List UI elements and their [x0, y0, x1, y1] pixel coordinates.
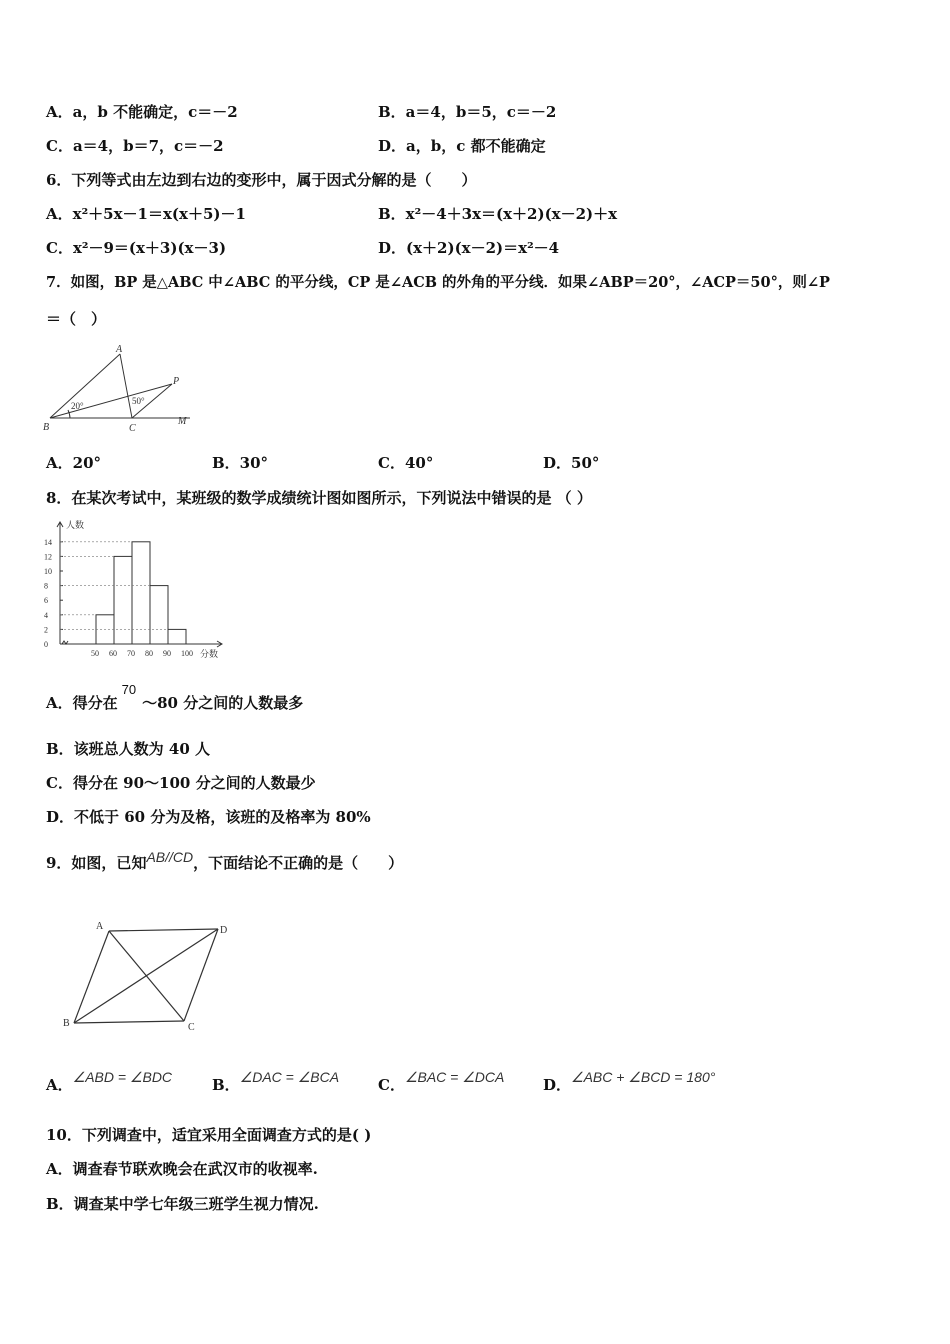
q10-stem: 10．下列调查中，适宜采用全面调查方式的是( ) [46, 1126, 372, 1144]
x-tick-label: 90 [163, 649, 171, 658]
q8-option-d: D．不低于 60 分为及格，该班的及格率为 80% [46, 808, 371, 826]
q8-option-a-suffix: ～80 分之间的人数最多 [142, 694, 304, 712]
q10-option-a: A．调查春节联欢晚会在武汉市的收视率. [46, 1160, 318, 1178]
q5-option-d: D．a，b，c 都不能确定 [378, 137, 546, 155]
line-ad [109, 929, 218, 931]
x-tick-label: 60 [109, 649, 117, 658]
line-bc [74, 1021, 184, 1023]
q7-stem-line1: 7．如图，BP 是△ABC 中∠ABC 的平分线，CP 是∠ACB 的外角的平分线．如果∠ABP＝20°，∠ACP＝50°，则∠P [46, 274, 830, 291]
q9-option-b-label: B． [212, 1076, 240, 1094]
label-c: C [129, 423, 136, 434]
q10-option-b: B．调查某中学七年级三班学生视力情况. [46, 1195, 319, 1213]
y-tick-label: 10 [44, 567, 52, 576]
q9-option-a [46, 1069, 173, 1095]
q6-option-d: D．(x＋2)(x－2)＝x²－4 [378, 239, 560, 257]
q5-option-c: C．a＝4，b＝7，c＝－2 [46, 137, 224, 155]
q8-histogram [40, 516, 240, 662]
q7-stem-line2: ＝（ ） [46, 310, 107, 328]
q9-stem-prefix: 9．如图，已知 [46, 854, 147, 872]
q8-option-a [46, 682, 304, 714]
q5-option-b: B．a＝4，b＝5，c＝－2 [378, 103, 557, 121]
label-m: M [178, 416, 187, 427]
q8-stem: 8．在某次考试中，某班级的数学成绩统计图如图所示，下列说法中错误的是 （ ） [46, 489, 592, 507]
angle-arc-b [68, 410, 70, 418]
q9-option-d-math: ∠ABC + ∠BCD = 180° [571, 1069, 716, 1085]
q9-stem-suffix: ，下面结论不正确的是（ ） [193, 854, 404, 872]
q9-option-b-math: ∠DAC = ∠BCA [239, 1069, 340, 1085]
angle-label-20: 20° [71, 401, 84, 411]
q7-triangle-figure [40, 342, 200, 437]
y-tick-label: 2 [44, 625, 48, 635]
q7-option-b: B．30° [212, 454, 269, 472]
y-tick-label: 6 [44, 596, 48, 606]
q6-option-c: C．x²－9＝(x＋3)(x－3) [46, 239, 227, 257]
line-bd [74, 929, 218, 1023]
label-b: B [43, 422, 50, 433]
x-axis-label: 分数 [200, 649, 219, 659]
label-d: D [220, 925, 228, 936]
q9-option-a-math: ∠ABD = ∠BDC [72, 1069, 173, 1085]
q8-option-c: C．得分在 90～100 分之间的人数最少 [46, 774, 316, 792]
y-tick-label: 8 [44, 581, 48, 591]
label-b: B [63, 1018, 70, 1029]
label-a: A [116, 344, 123, 355]
q8-option-a-sup: 70 [121, 682, 137, 697]
x-tick-label: 50 [91, 649, 99, 658]
histogram-bar [150, 586, 168, 644]
q8-option-b: B．该班总人数为 40 人 [46, 740, 210, 758]
line-dc [184, 929, 218, 1021]
q9-option-c [378, 1069, 505, 1095]
q8-option-a-prefix: A．得分在 [46, 694, 118, 712]
histogram-bar [132, 542, 150, 644]
y-tick-label: 14 [44, 537, 52, 547]
y-tick-label: 4 [44, 610, 48, 620]
q5-option-a: A．a，b 不能确定，c＝－2 [46, 103, 238, 121]
q6-stem: 6．下列等式由左边到右边的变形中，属于因式分解的是（ ） [46, 171, 477, 189]
q9-parallelogram-figure [58, 915, 238, 1035]
line-ab [74, 931, 109, 1023]
q9-stem-math: AB//CD [146, 849, 194, 865]
line-ac [120, 354, 132, 418]
label-c: C [188, 1022, 195, 1033]
q9-option-a-label: A． [46, 1076, 73, 1094]
q7-option-d: D．50° [543, 454, 600, 472]
y-tick-label: 12 [44, 552, 52, 562]
x-tick-label: 70 [127, 649, 135, 658]
q9-stem [46, 849, 404, 873]
label-p: P [173, 376, 180, 387]
q9-option-d [543, 1069, 716, 1095]
y-axis-label: 人数 [66, 520, 85, 530]
q9-option-c-label: C． [378, 1076, 405, 1094]
label-a: A [96, 921, 104, 932]
q6-option-a: A．x²＋5x－1＝x(x＋5)－1 [46, 205, 246, 223]
q6-option-b: B．x²－4＋3x＝(x＋2)(x－2)＋x [378, 205, 618, 223]
y-tick-label: 0 [44, 640, 48, 649]
angle-label-50: 50° [132, 396, 145, 406]
q7-option-c: C．40° [378, 454, 434, 472]
q9-option-b [212, 1069, 340, 1095]
x-tick-label: 80 [145, 649, 153, 658]
x-tick-label: 100 [181, 649, 193, 658]
histogram-bar [114, 556, 132, 644]
q9-option-c-math: ∠BAC = ∠DCA [404, 1069, 505, 1085]
histogram-bar [168, 629, 186, 644]
q7-option-a: A．20° [46, 454, 102, 472]
q9-option-d-label: D． [543, 1076, 572, 1094]
